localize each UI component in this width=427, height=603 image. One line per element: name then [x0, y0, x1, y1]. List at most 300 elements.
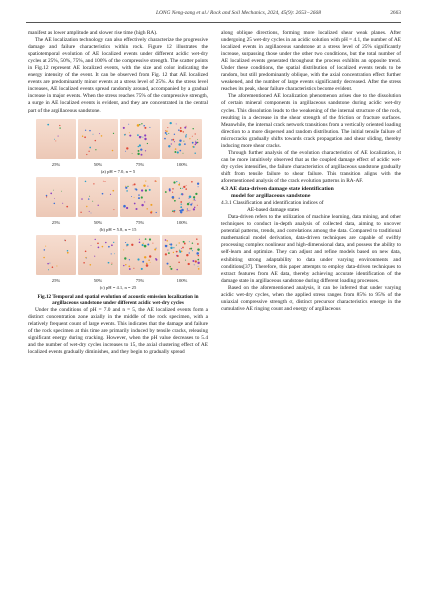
paragraph: The aforementioned AE localization phenomenon arises due to the dissolution of certain mineral components in argillaceous sandstone during acidic wet-dry cycles. This dissolution leads to the weakening of the internal structure of the rock, resulting in a decrease in the shear strength of the friction or fracture surfaces. Meanwhile, the internal crack network transitions from a vertically oriented loading direction to a more dispersed and random distribution. The initial tensile failure of microcracks gradually shifts towards crack propagation and shear sliding, thereby inducing more shear cracks. [221, 93, 401, 149]
ae-event-point [138, 145, 139, 146]
ae-event-point [52, 266, 54, 268]
ae-event-point [192, 141, 194, 143]
ae-event-point [179, 182, 180, 183]
ae-event-point [84, 136, 86, 138]
ae-event-point [142, 244, 144, 246]
ae-event-point [175, 148, 177, 150]
ae-event-point [183, 152, 184, 153]
ae-event-point [94, 255, 95, 256]
ae-event-point [192, 128, 193, 129]
ae-event-point [129, 134, 131, 136]
ae-event-point [134, 202, 136, 204]
ae-event-point [128, 123, 129, 124]
ae-event-point [141, 203, 143, 205]
ae-event-point [46, 196, 47, 197]
ae-event-point [182, 246, 184, 248]
ae-event-point [180, 187, 181, 188]
ae-event-point [197, 243, 199, 245]
ae-event-point [91, 245, 92, 246]
ae-event-point [86, 205, 87, 206]
ae-event-point [189, 252, 190, 253]
ae-event-point [141, 153, 143, 155]
ae-event-point [195, 133, 196, 134]
ae-event-point [195, 143, 196, 144]
ae-specimen-image [120, 119, 160, 159]
ae-event-point [125, 186, 127, 188]
ae-event-point [129, 268, 131, 270]
ae-event-point [171, 139, 172, 140]
ae-event-point [141, 267, 143, 269]
ae-event-point [139, 241, 141, 243]
ae-event-point [141, 123, 142, 124]
ae-event-point [149, 188, 151, 190]
ae-event-point [197, 182, 199, 184]
stress-level-label: 50% [93, 219, 103, 225]
ae-event-point [55, 140, 56, 141]
ae-event-point [111, 262, 112, 263]
ae-event-point [186, 185, 187, 186]
ae-event-point [141, 189, 143, 191]
figure-12 [28, 118, 208, 292]
ae-event-point [152, 242, 153, 243]
ae-event-point [186, 134, 187, 135]
ae-event-point [194, 198, 195, 199]
ae-event-point [61, 190, 62, 191]
ae-specimen-image [120, 177, 160, 217]
ae-event-point [133, 267, 134, 268]
ae-event-point [166, 130, 168, 132]
figure-row-a [28, 118, 208, 176]
ae-event-point [132, 153, 133, 154]
left-column [28, 30, 208, 356]
stress-level-label: 25% [51, 277, 61, 283]
ae-event-point [144, 126, 146, 128]
ae-event-point [170, 246, 172, 248]
ae-event-point [192, 202, 193, 203]
ae-event-point [193, 199, 194, 200]
ae-event-point [137, 258, 139, 260]
ae-event-point [134, 183, 136, 185]
ae-event-point [189, 195, 192, 198]
ae-event-point [93, 133, 94, 134]
ae-event-point [156, 211, 157, 212]
ae-event-point [180, 129, 182, 131]
ae-event-point [97, 242, 99, 244]
ae-event-point [178, 261, 180, 263]
stress-level-label: 50% [93, 277, 103, 283]
ae-event-point [179, 197, 180, 198]
ae-event-point [98, 204, 99, 205]
ae-event-point [194, 199, 195, 200]
ae-event-point [143, 125, 145, 127]
ae-event-point [138, 150, 140, 152]
ae-event-point [47, 262, 49, 264]
ae-event-point [179, 139, 181, 141]
ae-event-point [195, 140, 196, 141]
ae-event-point [91, 212, 92, 213]
ae-event-point [123, 249, 124, 250]
stress-level-label: 25% [51, 161, 61, 167]
ae-event-point [165, 239, 167, 241]
ae-event-point [150, 203, 152, 205]
stress-level-label: 100% [176, 277, 188, 283]
ae-event-point [149, 126, 150, 127]
ae-event-point [191, 181, 193, 183]
ae-event-point [134, 196, 135, 197]
ae-event-point [138, 194, 139, 195]
ae-event-point [176, 123, 177, 124]
ae-event-point [169, 188, 171, 190]
ae-event-point [139, 144, 141, 146]
ae-event-point [190, 247, 192, 249]
ae-event-point [103, 180, 104, 181]
ae-event-point [192, 250, 193, 251]
ae-event-point [174, 133, 175, 134]
ae-event-point [176, 250, 178, 252]
paragraph: Based on the aforementioned analysis, it can be inferred that under varying acidic wet-dry cycles, when the applied stress ranges from 85% to 95% of the uniaxial compressive strength σ, distinct precursor characteristics emerge in the cumulative AE ringing count and energy of argillaceous [221, 284, 401, 312]
ae-event-point [144, 134, 146, 136]
ae-specimen-image [120, 235, 160, 275]
ae-event-point [125, 150, 126, 151]
ae-event-point [125, 264, 126, 265]
ae-event-point [149, 255, 151, 257]
ae-event-point [194, 152, 195, 153]
ae-event-point [126, 206, 128, 208]
ae-event-point [180, 206, 182, 208]
ae-event-point [196, 238, 198, 240]
ae-event-point [89, 210, 90, 211]
ae-event-point [124, 134, 126, 136]
ae-event-point [189, 197, 190, 198]
stress-level-label: 100% [176, 161, 188, 167]
ae-event-point [165, 253, 167, 255]
ae-event-point [89, 146, 91, 148]
ae-event-point [139, 238, 140, 239]
paragraph: along oblique directions, forming more localized shear weak planes. After undergoing 25 wet-dry cycles in an acidic solution with pH = 4.1, the number of AE localized events in argillaceous sandstone at a stress level of 25% significantly increase, surpassing those under the other two conditions, but the total number of AE localized events generated throughout the process exhibits an opposite trend. Under these conditions, the spatial distribution of localized events tends to be random, but still predominantly oblique, with the axial concentration effect further weakened, and the number of large events significantly decreased. After the stress reaches its peak, shear failure characteristics become evident. [221, 30, 401, 93]
ae-specimen-image [36, 177, 76, 217]
ae-event-point [198, 186, 199, 187]
ae-event-point [178, 183, 180, 185]
ae-event-point [173, 251, 174, 252]
ae-event-point [180, 149, 182, 151]
ae-event-point [171, 143, 172, 144]
ae-event-point [146, 262, 148, 264]
ae-event-point [142, 260, 144, 262]
ae-event-point [192, 260, 194, 262]
ae-event-point [81, 198, 83, 200]
ae-event-point [88, 150, 89, 151]
ae-event-point [50, 192, 52, 194]
ae-event-point [186, 210, 187, 211]
paragraph: Through further analysis of the evolution characteristics of AE localization, it can be more intuitively observed that as the coupled damage effect of acidic wet-dry cycles intensifies, the failure characteristics of argillaceous sandstone gradually shift from tensile failure to shear failure. This transition aligns with the aforementioned analysis of the crack evolution patterns in RA-AF. [221, 149, 401, 184]
ae-event-point [166, 133, 167, 134]
ae-event-point [174, 199, 176, 201]
subfigure-caption: (b) pH = 5.8, n = 15 [99, 226, 137, 232]
ae-event-point [135, 208, 137, 210]
subsection-heading: 4.3.1 Classification and identification indices of [221, 200, 324, 207]
ae-event-point [170, 122, 172, 124]
ae-event-point [85, 180, 87, 182]
ae-event-point [99, 133, 100, 134]
ae-event-point [141, 196, 143, 198]
ae-event-point [193, 196, 195, 198]
ae-event-point [165, 244, 167, 246]
ae-specimen-image [78, 235, 118, 275]
ae-event-point [113, 132, 114, 133]
ae-event-point [176, 244, 177, 245]
ae-event-point [197, 139, 198, 140]
ae-event-point [102, 245, 104, 247]
ae-event-point [98, 246, 100, 248]
subsection-heading-cont: AE-based damage states [247, 207, 300, 214]
ae-event-point [95, 139, 96, 140]
ae-event-point [187, 210, 188, 211]
ae-event-point [95, 149, 96, 150]
ae-event-point [187, 202, 189, 204]
ae-event-point [166, 240, 167, 241]
page-number: 2663 [390, 10, 401, 16]
ae-event-point [174, 141, 175, 142]
ae-event-point [184, 242, 185, 243]
ae-event-point [197, 258, 199, 260]
ae-event-point [108, 261, 110, 263]
ae-event-point [114, 253, 115, 254]
figure-row-c [28, 234, 208, 292]
ae-event-point [156, 180, 157, 181]
ae-event-point [48, 269, 49, 270]
ae-event-point [188, 262, 190, 264]
ae-event-point [59, 127, 60, 128]
ae-event-point [112, 189, 114, 191]
ae-event-point [169, 243, 170, 244]
ae-event-point [185, 188, 187, 190]
section-heading-cont: model for argillaceous sandstone [231, 193, 311, 200]
ae-event-point [89, 195, 90, 196]
ae-event-point [182, 187, 183, 188]
ae-event-point [183, 185, 185, 187]
stress-level-label: 75% [135, 277, 145, 283]
ae-event-point [173, 181, 175, 183]
ae-event-point [111, 253, 112, 254]
ae-event-point [139, 136, 141, 138]
ae-event-point [172, 191, 173, 192]
ae-event-point [145, 189, 147, 191]
ae-event-point [85, 250, 87, 252]
ae-event-point [62, 202, 63, 203]
ae-event-point [178, 143, 181, 146]
ae-event-point [144, 244, 147, 247]
section-heading: 4.3 AE data-driven damage state identification [221, 186, 334, 193]
ae-event-point [124, 257, 126, 259]
ae-event-point [181, 193, 183, 195]
ae-event-point [170, 243, 172, 245]
ae-event-point [183, 140, 184, 141]
ae-event-point [189, 138, 190, 139]
ae-event-point [186, 125, 187, 126]
ae-specimen-image [36, 119, 76, 159]
ae-event-point [181, 203, 182, 204]
ae-event-point [53, 189, 54, 190]
ae-event-point [149, 238, 151, 240]
ae-specimen-image [162, 235, 202, 275]
ae-event-point [181, 248, 182, 249]
ae-event-point [44, 249, 46, 251]
ae-event-point [67, 250, 69, 252]
ae-specimen-image [162, 119, 202, 159]
ae-event-point [142, 136, 143, 137]
ae-event-point [54, 138, 55, 139]
ae-specimen-image [36, 235, 76, 275]
ae-event-point [66, 205, 68, 207]
ae-event-point [85, 129, 86, 130]
ae-event-point [129, 259, 130, 260]
ae-event-point [180, 127, 182, 129]
ae-event-point [184, 143, 186, 145]
ae-event-point [123, 126, 125, 128]
ae-event-point [147, 185, 148, 186]
ae-event-point [181, 208, 184, 211]
ae-event-point [83, 262, 85, 264]
ae-event-point [195, 260, 197, 262]
ae-event-point [167, 127, 168, 128]
ae-event-point [189, 241, 190, 242]
ae-event-point [146, 208, 147, 209]
ae-event-point [165, 132, 167, 134]
ae-event-point [164, 137, 166, 139]
ae-event-point [126, 245, 127, 246]
ae-event-point [139, 124, 140, 125]
ae-event-point [184, 126, 186, 128]
running-header [26, 10, 401, 22]
ae-event-point [136, 188, 138, 190]
stress-level-label: 25% [51, 219, 61, 225]
ae-event-point [143, 242, 144, 243]
ae-event-point [177, 255, 179, 257]
ae-event-point [156, 247, 157, 248]
ae-event-point [137, 152, 139, 154]
ae-event-point [198, 268, 200, 270]
figure-caption: Fig.12 Temporal and spatial evolution of acoustic emission localization in argillaceous sandstone under different acidic wet-dry cycles [37, 293, 199, 307]
ae-event-point [168, 133, 169, 134]
ae-event-point [127, 185, 128, 186]
ae-event-point [111, 244, 113, 246]
ae-event-point [190, 203, 192, 205]
ae-event-point [111, 264, 112, 265]
ae-event-point [123, 204, 126, 207]
ae-event-point [54, 202, 56, 204]
ae-event-point [126, 190, 128, 192]
ae-event-point [95, 238, 96, 239]
stress-level-label: 75% [135, 161, 145, 167]
stress-level-label: 100% [176, 219, 188, 225]
ae-event-point [113, 209, 114, 210]
ae-event-point [47, 123, 49, 125]
ae-event-point [58, 135, 59, 136]
ae-event-point [108, 245, 110, 247]
ae-event-point [185, 259, 186, 260]
subfigure-caption: (a) pH = 7.0, n = 5 [100, 168, 136, 174]
ae-event-point [137, 134, 139, 136]
ae-event-point [105, 181, 106, 182]
ae-event-point [92, 200, 93, 201]
ae-event-point [144, 201, 145, 202]
ae-event-point [195, 192, 197, 194]
ae-event-point [179, 249, 180, 250]
ae-event-point [88, 198, 89, 199]
ae-event-point [110, 193, 111, 194]
paragraph: manifest as lower amplitude and slower rise time (high RA). [28, 30, 158, 36]
ae-event-point [105, 241, 107, 243]
ae-event-point [147, 142, 148, 143]
ae-event-point [172, 138, 174, 140]
ae-event-point [189, 210, 190, 211]
ae-event-point [192, 135, 193, 136]
ae-event-point [54, 198, 55, 199]
ae-event-point [125, 242, 126, 243]
ae-event-point [173, 247, 174, 248]
ae-event-point [125, 185, 126, 186]
ae-event-point [183, 131, 184, 132]
ae-event-point [131, 243, 133, 245]
ae-event-point [176, 268, 177, 269]
ae-event-point [154, 248, 156, 250]
ae-event-point [197, 261, 199, 263]
paragraph: Data-driven refers to the utilization of machine learning, data mining, and other techniques to conduct in-depth analysis of collected data, aiming to uncover potential patterns, trends, and correlations among the data. Compared to traditional mathematical model derivation, data-driven techniques are capable of swiftly processing complex nonlinear and high-dimensional data, and possess the ability to self-learn and optimize. They can adjust and refine models based on new data, exhibiting strong adaptability to data under varying environments and conditions[37]. Therefore, this paper attempts to employ data-driven techniques to extract features from AE data, thereby achieving accurate identification of the damage state in argillaceous sandstone during different loading processes. [221, 214, 401, 284]
ae-event-point [56, 265, 57, 266]
ae-event-point [93, 183, 94, 184]
paragraph: The AE localization technology can also effectively characterize the progressive damage and failure characteristics within rock. Figure 12 illustrates the spatiotemporal evolution of AE localized events under different acidic wet-dry cycles at 25%, 50%, 75%, and 100% of the compressive strength. The scatter points in Fig.12 represent AE localized events, with the size and color indicating the energy intensity of the event. It can be observed from Fig. 12 that AE localized events are predominantly minor events at a stress level of 25%. As the stress level increases, AE localized events spread randomly around, accompanied by a gradual increase in major events. When the stress reaches 75% of the compressive strength, a surge in AE localized events is evident, and they are concentrated in the central part of the argillaceous sandstone. [28, 37, 208, 114]
ae-event-point [144, 137, 146, 139]
ae-event-point [112, 149, 114, 151]
stress-level-label: 50% [93, 161, 103, 167]
ae-event-point [146, 264, 147, 265]
ae-event-point [196, 252, 199, 255]
right-column [221, 30, 401, 313]
figure-row-b [28, 176, 208, 234]
ae-event-point [150, 262, 151, 263]
ae-event-point [183, 240, 185, 242]
ae-event-point [59, 124, 60, 125]
ae-event-point [180, 201, 182, 203]
ae-event-point [193, 146, 195, 148]
ae-event-point [148, 259, 150, 261]
ae-event-point [126, 147, 128, 149]
ae-event-point [46, 194, 48, 196]
ae-event-point [145, 150, 146, 151]
ae-event-point [181, 250, 182, 251]
ae-event-point [170, 267, 172, 269]
stress-level-label: 75% [135, 219, 145, 225]
ae-event-point [123, 264, 124, 265]
paragraph: Under the conditions of pH = 7.0 and n = 5, the AE localized events form a distinct concentration zone axially in the middle of the rock specimen, with a relatively frequent count of large events. This indicates that the damage and failure of the rock specimen at this time are primarily induced by tensile cracks, releasing significant energy during cracking. However, when the pH value decreases to 5.4 and the number of wet-dry cycles increases to 15, the axial clustering effect of AE localized events gradually diminishes, and they begin to gradually spread [28, 306, 208, 356]
subfigure-caption: (c) pH = 4.1, n = 25 [99, 284, 137, 290]
ae-event-point [187, 208, 188, 209]
ae-event-point [144, 256, 146, 258]
ae-specimen-image [162, 177, 202, 217]
ae-event-point [145, 180, 146, 181]
ae-event-point [165, 130, 166, 131]
ae-event-point [102, 192, 104, 194]
header-rule [26, 22, 401, 23]
ae-event-point [172, 188, 173, 189]
ae-event-point [90, 264, 92, 266]
ae-event-point [197, 204, 198, 205]
ae-event-point [132, 184, 133, 185]
ae-event-point [165, 191, 167, 193]
ae-event-point [172, 210, 173, 211]
ae-event-point [197, 248, 199, 250]
ae-event-point [49, 262, 50, 263]
